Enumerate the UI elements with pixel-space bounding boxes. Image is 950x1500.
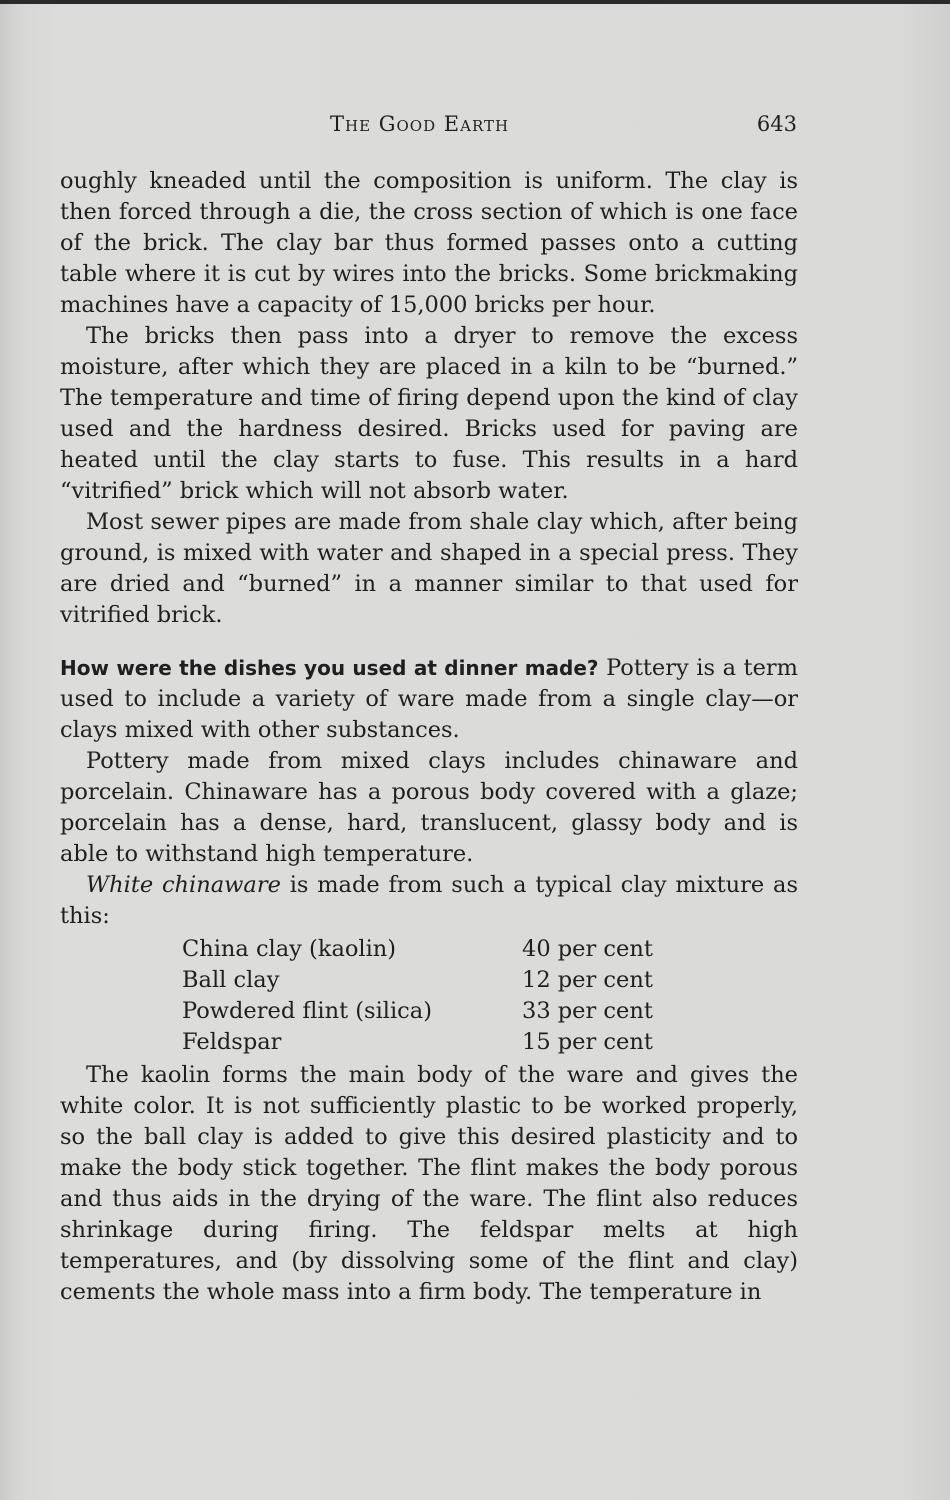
mixture-amount: 33 per cent bbox=[522, 998, 653, 1024]
mixture-amount: 12 per cent bbox=[522, 967, 653, 993]
mixture-item: China clay (kaolin) bbox=[182, 936, 397, 962]
paragraph-white-chinaware bbox=[60, 870, 798, 932]
page-number: 643 bbox=[756, 112, 797, 136]
page-body bbox=[60, 166, 798, 1308]
paragraph-mixed-clays: Pottery made from mixed clays includes chinaware and porcelain. Chinaware has a porous body covered with a glaze; porcelain has a dense, hard, translucent, glassy body and is able to withstand high temperature. bbox=[60, 748, 798, 867]
white-chinaware-term: White chinaware bbox=[86, 872, 281, 898]
paragraph-sewer-pipes: Most sewer pipes are made from shale clay which, after being ground, is mixed with water and shaped in a special press. They are dried and “burned” in a manner similar to that used for vitrified brick. bbox=[60, 509, 798, 628]
table-row bbox=[182, 934, 653, 965]
mixture-item: Powdered flint (silica) bbox=[182, 998, 432, 1024]
page-header bbox=[62, 108, 797, 144]
mixture-amount: 40 per cent bbox=[522, 936, 653, 962]
clay-mixture-table bbox=[182, 934, 653, 1058]
table-row bbox=[182, 996, 653, 1027]
paragraph-pottery-intro bbox=[60, 653, 798, 746]
section-question-heading: How were the dishes you used at dinner made? bbox=[60, 656, 599, 680]
mixture-amount: 15 per cent bbox=[522, 1029, 653, 1055]
paragraph-brick-forming: oughly kneaded until the composition is uniform. The clay is then forced through a die, the cross section of which is one face of the brick. The clay bar thus formed passes onto a cutting table where it is cut by wires into the bricks. Some brickmaking machines have a capacity of 15,000 bricks per hour. bbox=[60, 168, 798, 318]
paragraph-kaolin-function: The kaolin forms the main body of the ware and gives the white color. It is not sufficiently plastic to be worked properly, so the ball clay is added to give this desired plasticity and to make the body stick together. The flint makes the body porous and thus aids in the drying of the ware. The flint also reduces shrinkage during firing. The feldspar melts at high temperatures, and (by dissolving some of the flint and clay) cements the whole mass into a firm body. The temperature in bbox=[60, 1062, 798, 1305]
mixture-item: Ball clay bbox=[182, 967, 280, 993]
table-row bbox=[182, 965, 653, 996]
top-edge-line bbox=[0, 0, 950, 4]
pottery-intro-text: Pottery is a term used to include a variety of ware made from a single clay—or clays mixed with other substances. bbox=[60, 655, 798, 743]
table-row bbox=[182, 1027, 653, 1058]
running-title: The Good Earth bbox=[330, 112, 510, 136]
paragraph-brick-drying: The bricks then pass into a dryer to remove the excess moisture, after which they are placed in a kiln to be “burned.” The temperature and time of firing depend upon the kind of clay used and the hardness desired. Bricks used for paving are heated until the clay starts to fuse. This results in a hard “vitrified” brick which will not absorb water. bbox=[60, 323, 798, 504]
white-chinaware-text: is made from such a typical clay mixture as this: bbox=[60, 872, 798, 929]
mixture-item: Feldspar bbox=[182, 1029, 282, 1055]
